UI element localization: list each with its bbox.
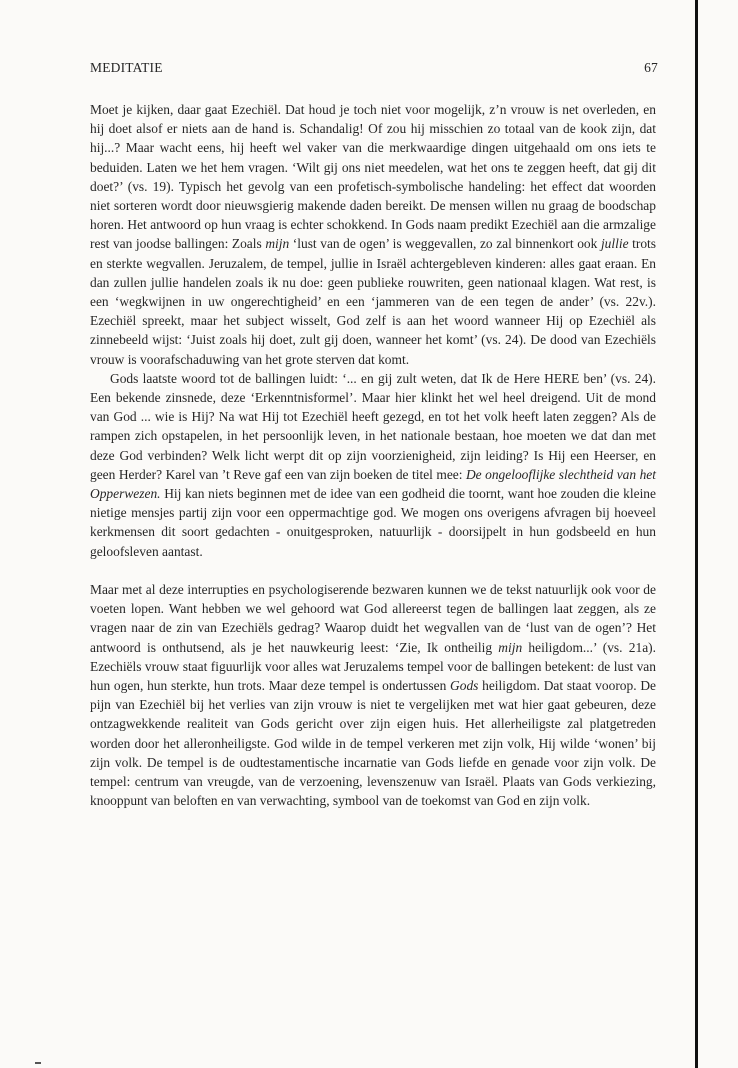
italic-run: Gods	[450, 678, 479, 694]
text-run: ‘lust van de ogen’ is weggevallen, zo zal binnenkort ook	[289, 236, 601, 252]
italic-run: jullie	[600, 236, 629, 252]
text-run: heiligdom. Dat staat voorop. De pijn van Ezechiël bij het verlies van zijn vrouw is niet te vergelijken met wat hier gaat gebeuren, deze ontzagwekkende realiteit van Gods gericht over zijn eigen huis. Het allerheiligste zal platgetreden worden door het alleronheiligste. God wilde in de tempel verkeren met zijn volk, Hij wilde ‘wonen’ bij zijn volk. De tempel is de oudtestamentische incarnatie van Gods liefde en genade voor zijn volk. De tempel: centrum van vreugde, van de verzoening, levenszenuw van Israël. Plaats van Gods verkiezing, knooppunt van beloften en van verwachting, symbool van de toekomst van God en zijn volk.	[90, 678, 656, 809]
text-run: Moet je kijken, daar gaat Ezechiël. Dat houd je toch niet voor mogelijk, z’n vrouw is net overleden, en hij doet alsof er niets aan de hand is. Schandalig! Of zou hij misschien zo totaal van de kook zijn, dat hij...? Maar wacht eens, hij heeft wel vaker van die merkwaardige dingen uitgehaald om ons iets te beduiden. Laten we het hem vragen. ‘Wilt gij ons niet meedelen, wat het ons te zeggen heeft, dat gij dit doet?’ (vs. 19). Typisch het gevolg van een profetisch-symbolische handeling: het effect dat woorden niet sorteren wordt door nieuwsgierig makende daden bereikt. De mensen willen nu graag de boodschap horen. Het antwoord op hun vraag is echter schokkend. In Gods naam predikt Ezechiël aan die armzalige rest van joodse ballingen: Zoals	[90, 102, 656, 252]
italic-run: mijn	[265, 236, 290, 252]
running-head	[90, 60, 658, 76]
paragraph	[90, 369, 656, 561]
text-run: heiligdom...’ (vs. 21a). Ezechiëls vrouw staat figuurlijk voor alles wat Jeruzalems tempel voor de ballingen betekent: de lust van hun ogen, hun sterkte, hun trots. Maar deze tempel is ondertussen	[90, 639, 656, 694]
body-text	[90, 100, 656, 811]
scan-mark	[35, 1062, 41, 1064]
paragraph	[90, 580, 656, 810]
text-run: Gods laatste woord tot de ballingen luidt: ‘... en gij zult weten, dat Ik de Here HERE ben’ (vs. 24). Een bekende zinsnede, deze ‘Erkenntnisformel’. Maar hier klinkt het wel heel dreigend. Uit de mond van God ... wie is Hij? Na wat Hij tot Ezechiël heeft gezegd, en tot het volk heeft laten zeggen? Als de rampen zich opstapelen, in het persoonlijk leven, in het nationale bestaan, hoe moeten we dat dan met deze God verbinden? Welk licht werpt dit op zijn voorzienigheid, zijn leiding? Is Hij een Heerser, en geen Herder? Karel van ’t Reve gaf een van zijn boeken de titel mee:	[90, 370, 656, 482]
page-edge-line	[695, 0, 698, 1068]
page-number: 67	[644, 60, 658, 75]
text-run: Maar met al deze interrupties en psychologiserende bezwaren kunnen we de tekst natuurlijk ook voor de voeten lopen. Want hebben we wel gehoord wat God allereerst tegen de ballingen laat zeggen, als ze vragen naar de zin van Ezechiëls gedrag? Waarop duidt het wegvallen van de ‘lust van de ogen’? Het antwoord is onthutsend, als je het nauwkeurig leest: ‘Zie, Ik ontheilig	[90, 582, 656, 655]
italic-run: De ongelooflijke slechtheid van het Opperwezen.	[90, 466, 656, 502]
paragraph	[90, 100, 656, 369]
text-run: trots en sterkte wegvallen. Jeruzalem, de tempel, jullie in Israël achtergebleven kinderen: alles gaat eraan. En dan zullen jullie handelen zoals ik nu doe: geen publieke rouwriten, geen nationaal klagen. Wat rest, is een ‘wegkwijnen in uw ongerechtigheid’ en een ‘jammeren van de een tegen de ander’ (vs. 22v.). Ezechiël spreekt, maar het subject wisselt, God zelf is aan het woord wanneer Hij op Ezechiël als zinnebeeld wijst: ‘Juist zoals hij doet, zult gij doen, wanneer het komt’ (vs. 24). De dood van Ezechiëls vrouw is voorafschaduwing van het grote sterven dat komt.	[90, 236, 657, 367]
italic-run: mijn	[498, 639, 523, 655]
text-run: Hij kan niets beginnen met de idee van een godheid die toornt, want hoe zouden die kleine nietige mensjes partij zijn voor een oppermachtige god. We mogen ons overigens afvragen bij hoeveel kerkmensen dit soort gedachten - onuitgesproken, natuurlijk - doorsijpelt in hun godsbeeld en hun geloofsleven aantast.	[90, 486, 656, 559]
running-head-title: MEDITATIE	[90, 60, 163, 75]
